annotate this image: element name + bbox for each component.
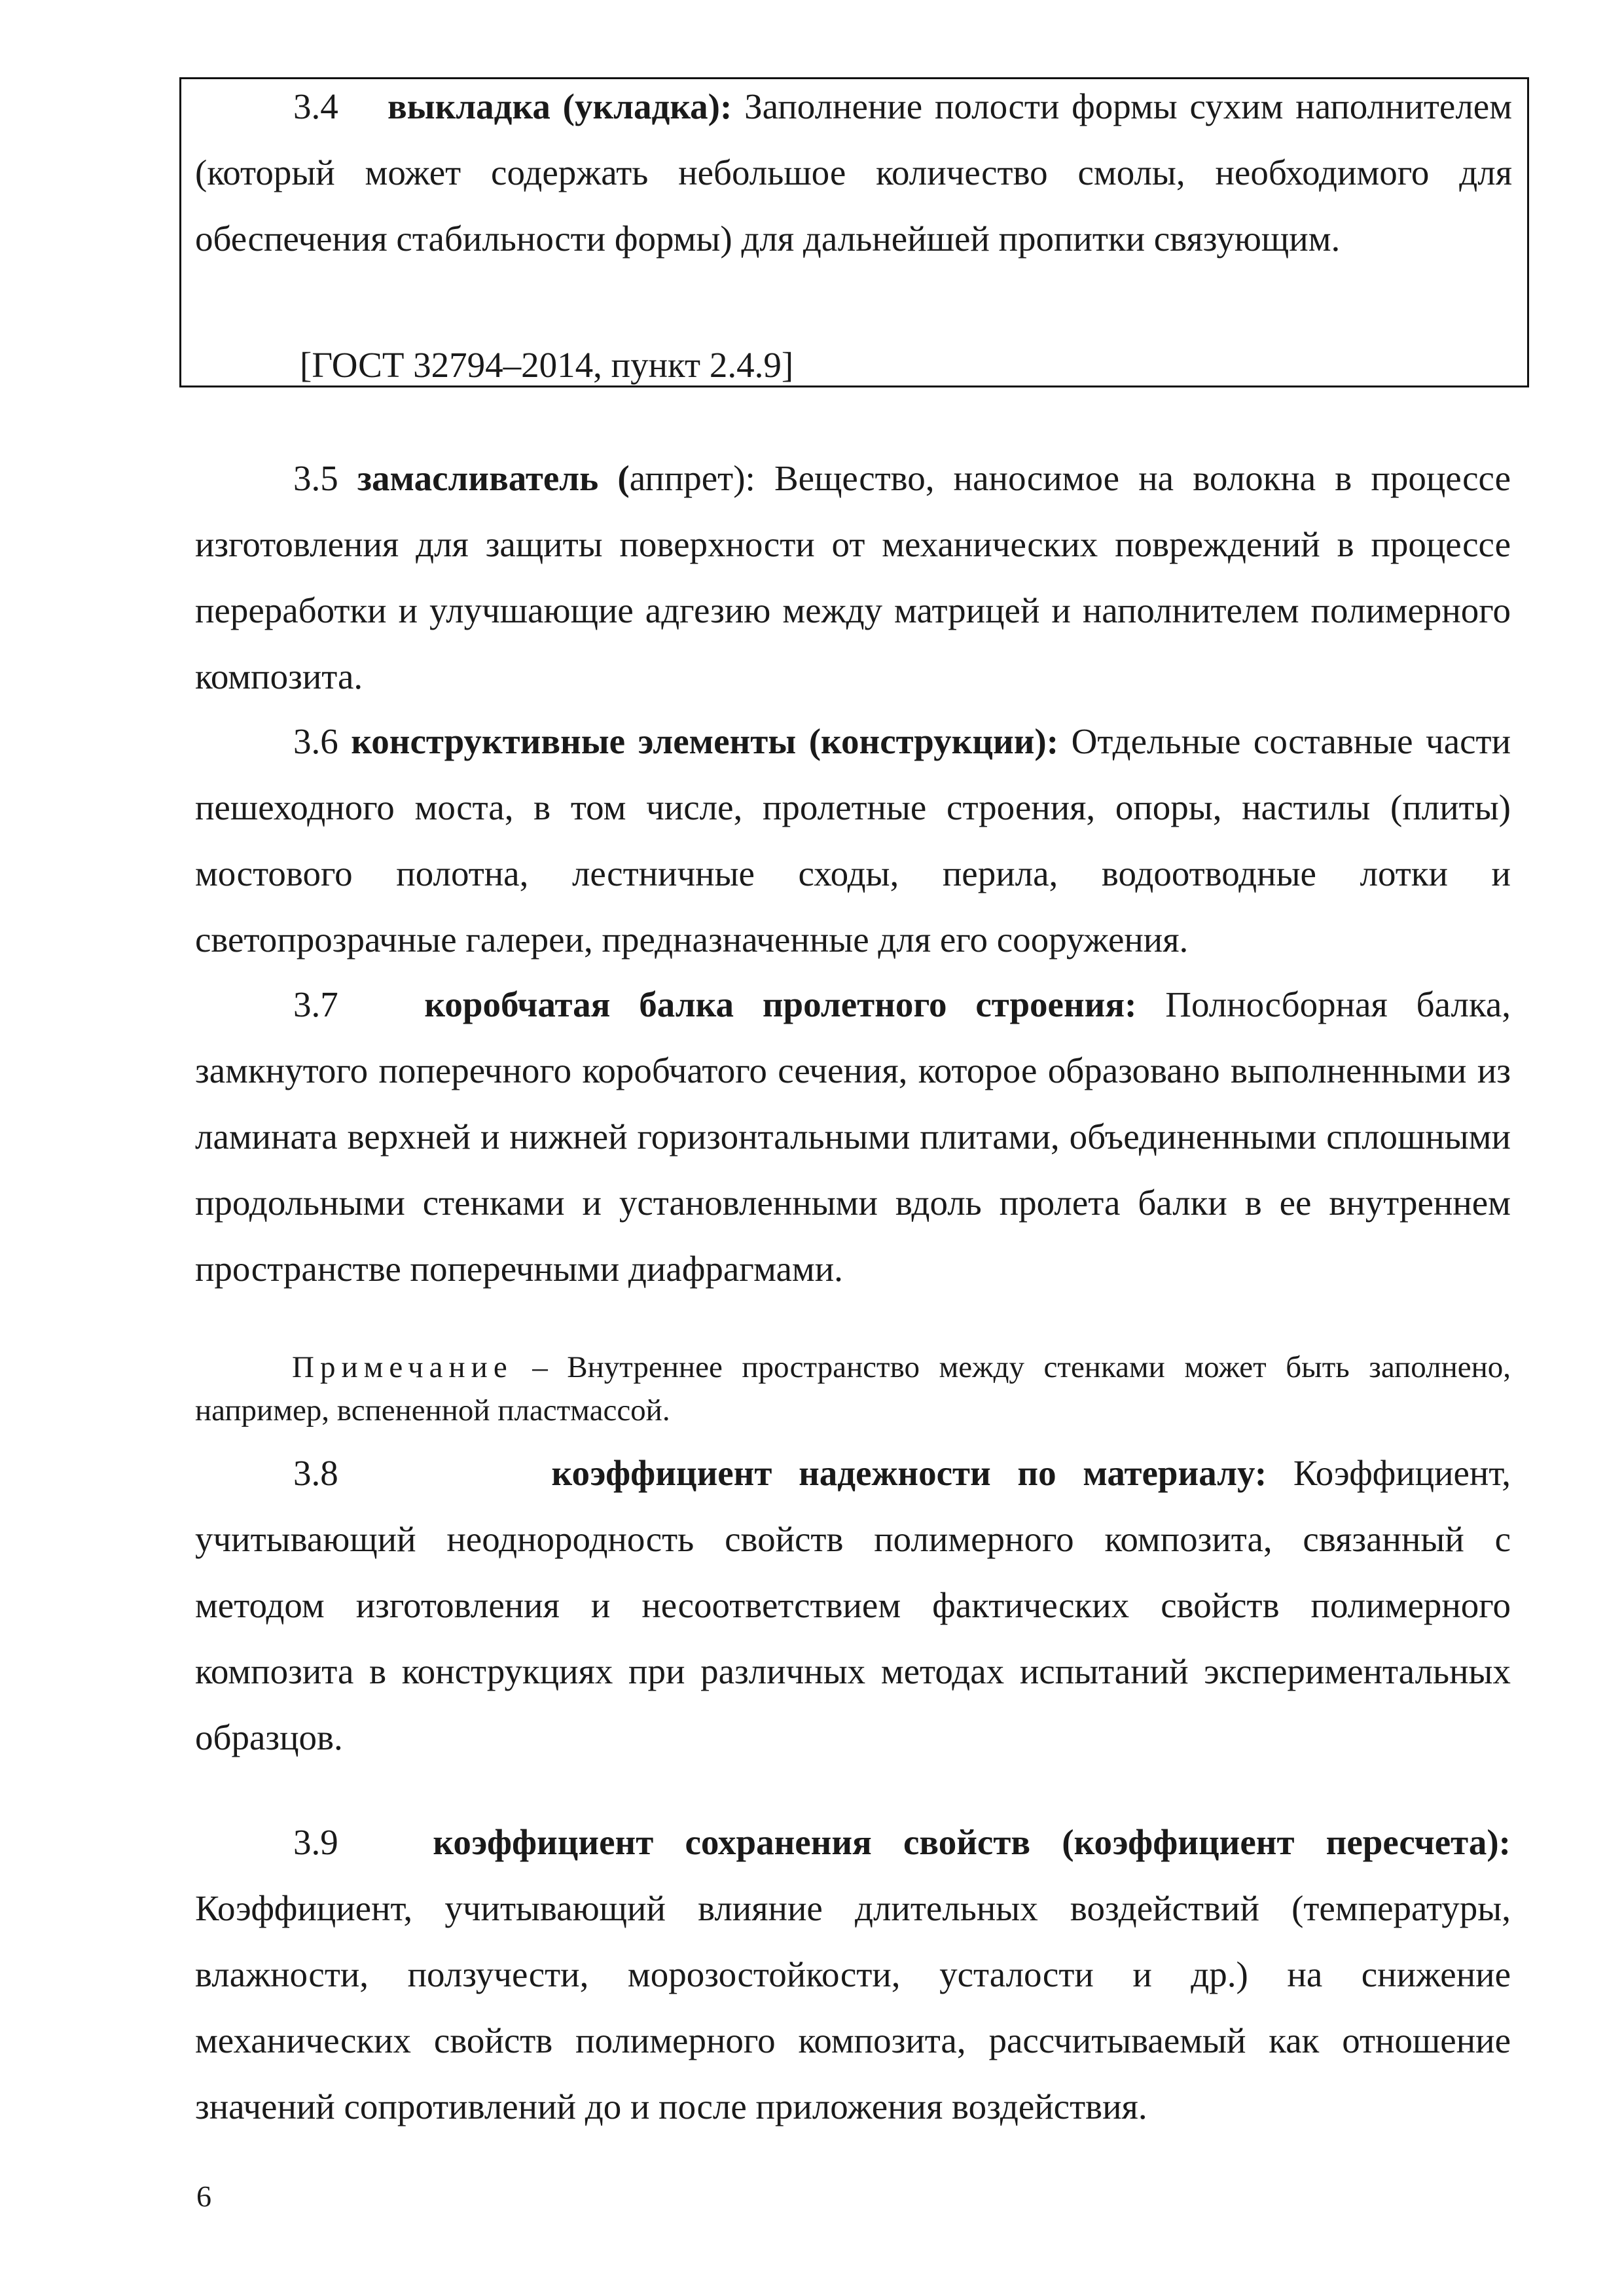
term-title: коэффициент надежности по материалу: (551, 1453, 1267, 1493)
term-number: 3.6 (293, 721, 338, 761)
definition-3-5 (195, 445, 1511, 709)
page-number: 6 (196, 2179, 211, 2213)
term-text: Отдельные составные части пешеходного моста, в том числе, пролетные строения, опоры, настилы (плиты) мостового полотна, лестничные сходы, перила, водоотводные лотки и светопрозрачные галереи, предназначенные для его сооружения. (195, 721, 1511, 960)
term-text: Полносборная балка, замкнутого поперечного коробчатого сечения, которое образовано выполненными из ламината верхней и нижней горизонтальными плитами, объединенными сплошными продольными стенками и установленными вдоль пролета балки в ее внутреннем пространстве поперечными диафрагмами. (195, 984, 1511, 1289)
note-label: Примечание (292, 1350, 513, 1384)
term-number: 3.4 (293, 86, 338, 126)
term-text: Заполнение полости формы сухим наполнителем (который может содержать небольшое количество смолы, необходимого для обеспечения стабильности формы) для дальнейшей пропитки связующим. (195, 86, 1513, 259)
note-text: – Внутреннее пространство между стенками может быть заполнено, например, вспененной пластмассой. (195, 1350, 1511, 1427)
term-text: Коэффициент, учитывающий неоднородность свойств полимерного композита, связанный с методом изготовления и несоответствием фактических свойств полимерного композита в конструкциях при различных методах испытаний экспериментальных образцов. (195, 1453, 1511, 1757)
term-text: Коэффициент, учитывающий влияние длительных воздействий (температуры, влажности, ползучести, морозостойкости, усталости и др.) на снижение механических свойств полимерного композита, рассчитываемый как отношение значений сопротивлений до и после приложения воздействия. (195, 1888, 1511, 2126)
term-number: 3.9 (293, 1822, 338, 1862)
term-number: 3.5 (293, 458, 338, 498)
term-title: выкладка (укладка): (387, 86, 732, 126)
term-title: конструктивные элементы (конструкции): (351, 721, 1059, 761)
definition-3-7 (195, 971, 1511, 1302)
definition-3-8 (195, 1440, 1511, 1770)
term-text: аппрет): Вещество, наносимое на волокна в процессе изготовления для защиты поверхности от механических повреждений в процессе переработки и улучшающие адгезию между матрицей и наполнителем полимерного композита. (195, 458, 1511, 696)
term-title: коробчатая балка пролетного строения: (424, 984, 1137, 1024)
note (195, 1346, 1511, 1432)
definition-3-6 (195, 708, 1511, 973)
term-title: коэффициент сохранения свойств (коэффициент пересчета): (433, 1822, 1511, 1862)
term-number: 3.8 (293, 1453, 338, 1493)
term-title: замасливатель ( (357, 458, 630, 498)
definition-3-9 (195, 1809, 1511, 2140)
term-number: 3.7 (293, 984, 338, 1024)
definition-source: [ГОСТ 32794–2014, пункт 2.4.9] (300, 345, 794, 385)
definition-3-4 (195, 73, 1512, 272)
